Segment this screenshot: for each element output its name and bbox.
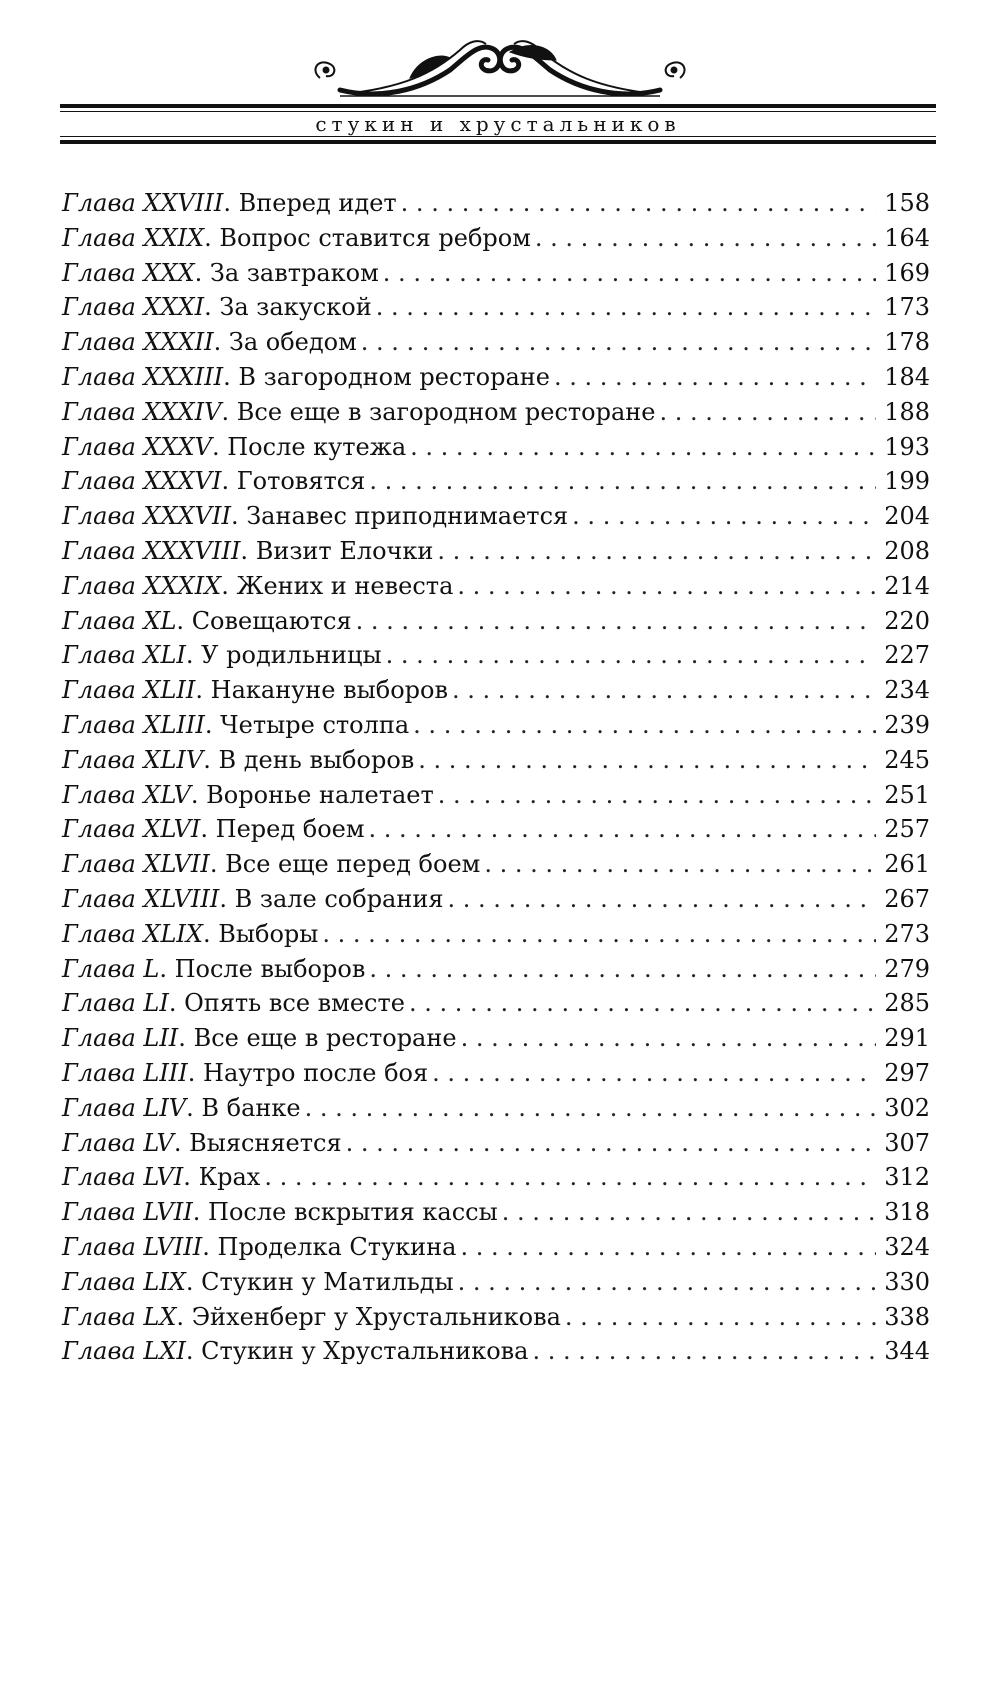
chapter-separator: . — [221, 467, 237, 496]
page-number: 338 — [884, 1302, 930, 1331]
chapter-title: После выборов — [174, 954, 366, 983]
chapter-separator: . — [240, 536, 256, 565]
dot-leader — [383, 256, 876, 291]
dot-leader — [418, 743, 876, 778]
chapter-separator: . — [186, 1093, 202, 1122]
chapter-number: Глава XLIII — [62, 710, 205, 739]
dot-leader — [410, 430, 876, 465]
toc-entry — [62, 812, 930, 847]
toc-entry — [62, 604, 930, 639]
chapter-title: После кутежа — [227, 432, 407, 461]
page-number: 273 — [884, 919, 930, 948]
page-number: 214 — [884, 571, 930, 600]
chapter-title: Воронье налетает — [206, 780, 434, 809]
page-number: 257 — [884, 815, 930, 844]
toc-entry — [62, 1230, 930, 1265]
header-rule-thin — [60, 136, 936, 137]
decorative-ornament-icon — [300, 30, 700, 110]
chapter-number: Глава LX — [62, 1302, 177, 1331]
page-number: 344 — [884, 1337, 930, 1366]
toc-entry — [62, 464, 930, 499]
toc-entry — [62, 1195, 930, 1230]
page-number: 204 — [884, 502, 930, 531]
chapter-separator: . — [223, 362, 239, 391]
chapter-number: Глава LVI — [62, 1163, 184, 1192]
chapter-separator: . — [200, 815, 216, 844]
dot-leader — [369, 812, 876, 847]
chapter-separator: . — [159, 954, 175, 983]
dot-leader — [437, 534, 876, 569]
dot-leader — [532, 1334, 876, 1369]
dot-leader — [356, 604, 876, 639]
header-rule-thick — [60, 140, 936, 144]
chapter-separator: . — [168, 989, 185, 1018]
page-number: 307 — [884, 1128, 930, 1157]
chapter-separator: . — [187, 1058, 204, 1087]
toc-entry — [62, 499, 930, 534]
chapter-number: Глава XLI — [62, 641, 186, 670]
toc-entry — [62, 290, 930, 325]
toc-entry — [62, 986, 930, 1021]
chapter-title: Четыре столпа — [220, 710, 410, 739]
chapter-number: Глава XXXI — [62, 293, 205, 322]
dot-leader — [369, 464, 876, 499]
chapter-title: В загородном ресторане — [238, 362, 550, 391]
chapter-separator: . — [195, 676, 211, 705]
chapter-separator: . — [183, 1163, 199, 1192]
dot-leader — [484, 847, 876, 882]
dot-leader — [264, 1160, 876, 1195]
chapter-number: Глава XXVIII — [62, 189, 224, 217]
chapter-title: Наутро после боя — [203, 1058, 429, 1087]
chapter-separator: . — [230, 502, 247, 531]
dot-leader — [554, 360, 876, 395]
chapter-title: Все еще перед боем — [225, 850, 481, 879]
toc-entry — [62, 673, 930, 708]
toc-entry — [62, 847, 930, 882]
toc-entry — [62, 743, 930, 778]
chapter-separator: . — [178, 1024, 194, 1053]
toc-entry — [62, 708, 930, 743]
toc-entry — [62, 1021, 930, 1056]
page-number: 158 — [884, 189, 930, 217]
chapter-title: Визит Елочки — [255, 536, 434, 565]
dot-leader — [376, 290, 876, 325]
dot-leader — [448, 882, 877, 917]
chapter-number: Глава LVII — [62, 1198, 193, 1227]
chapter-separator: . — [203, 745, 219, 774]
page-number: 291 — [884, 1024, 930, 1053]
chapter-separator: . — [202, 1232, 218, 1261]
chapter-number: Глава XXX — [62, 258, 195, 287]
page-number: 251 — [884, 780, 930, 809]
page-number: 227 — [884, 641, 930, 670]
chapter-separator: . — [211, 432, 228, 461]
toc-entry — [62, 1334, 930, 1369]
chapter-number: Глава XXXVI — [62, 467, 222, 496]
dot-leader — [386, 638, 876, 673]
chapter-title: Все еще в ресторане — [193, 1024, 457, 1053]
chapter-number: Глава XLIX — [62, 919, 203, 948]
chapter-title: После вскрытия кассы — [208, 1198, 498, 1227]
chapter-title: В зале собрания — [234, 884, 444, 913]
running-head: стукин и хрустальников — [315, 112, 681, 136]
page-number: 245 — [884, 745, 930, 774]
page-number: 297 — [884, 1058, 930, 1087]
dot-leader — [369, 952, 876, 987]
chapter-title: Перед боем — [215, 815, 365, 844]
toc-entry — [62, 1265, 930, 1300]
chapter-separator: . — [202, 919, 219, 948]
chapter-number: Глава XXXIX — [62, 571, 222, 600]
toc-entry — [62, 186, 930, 221]
chapter-separator: . — [209, 850, 226, 879]
chapter-number: Глава XLIV — [62, 745, 204, 774]
page-number: 318 — [884, 1198, 930, 1227]
chapter-number: Глава XXXV — [62, 432, 212, 461]
page-number: 164 — [884, 223, 930, 252]
toc-entry — [62, 569, 930, 604]
chapter-separator: . — [204, 223, 220, 252]
chapter-title: В день выборов — [218, 745, 415, 774]
chapter-separator: . — [173, 1128, 190, 1157]
chapter-separator: . — [176, 606, 192, 635]
chapter-title: Опять все вместе — [184, 989, 405, 1018]
dot-leader — [432, 1056, 876, 1091]
toc-entry — [62, 778, 930, 813]
chapter-number: Глава XXXVIII — [62, 536, 241, 565]
chapter-number: Глава L — [62, 954, 160, 983]
toc-entry — [62, 256, 930, 291]
chapter-number: Глава XL — [62, 606, 177, 635]
page-number: 193 — [884, 432, 930, 461]
toc-entry — [62, 638, 930, 673]
toc-entry — [62, 952, 930, 987]
dot-leader — [346, 1126, 876, 1161]
chapter-number: Глава XXXIV — [62, 397, 222, 426]
dot-leader — [361, 325, 876, 360]
chapter-number: Глава XLVII — [62, 850, 210, 879]
chapter-separator: . — [176, 1302, 192, 1331]
chapter-title: Стукин у Матильды — [201, 1267, 454, 1296]
dot-leader — [413, 708, 876, 743]
chapter-title: Накануне выборов — [210, 676, 448, 705]
chapter-separator: . — [221, 571, 237, 600]
toc-entry — [62, 1056, 930, 1091]
chapter-number: Глава LXI — [62, 1337, 186, 1366]
chapter-title: Готовятся — [236, 467, 366, 496]
page-number: 169 — [884, 258, 930, 287]
dot-leader — [502, 1195, 876, 1230]
chapter-title: В банке — [201, 1093, 301, 1122]
chapter-separator: . — [190, 780, 207, 809]
toc-entry — [62, 917, 930, 952]
dot-leader — [305, 1091, 876, 1126]
dot-leader — [438, 778, 876, 813]
chapter-number: Глава XXXII — [62, 328, 214, 357]
chapter-title: Совещаются — [191, 606, 352, 635]
page-number: 261 — [884, 850, 930, 879]
header-rule-thick — [60, 104, 936, 108]
dot-leader — [452, 673, 876, 708]
chapter-separator: . — [223, 189, 239, 217]
chapter-title: Занавес приподнимается — [246, 502, 569, 531]
chapter-title: Вперед идет — [238, 189, 397, 217]
page-number: 208 — [884, 536, 930, 565]
page-number: 330 — [884, 1267, 930, 1296]
page-number: 285 — [884, 989, 930, 1018]
page-number: 279 — [884, 954, 930, 983]
dot-leader — [572, 499, 876, 534]
toc-entry — [62, 430, 930, 465]
chapter-number: Глава LII — [62, 1024, 179, 1053]
toc-entry — [62, 534, 930, 569]
page-number: 239 — [884, 710, 930, 739]
chapter-title: Все еще в загородном ресторане — [236, 397, 656, 426]
chapter-separator: . — [204, 710, 221, 739]
chapter-separator: . — [194, 258, 210, 287]
chapter-number: Глава LIV — [62, 1093, 187, 1122]
dot-leader — [565, 1300, 876, 1335]
page-number: 188 — [884, 397, 930, 426]
chapter-title: За обедом — [228, 328, 357, 357]
chapter-separator: . — [204, 293, 220, 322]
toc-entry — [62, 882, 930, 917]
dot-leader — [401, 186, 876, 221]
chapter-number: Глава LIII — [62, 1058, 188, 1087]
page-number: 178 — [884, 328, 930, 357]
chapter-number: Глава LI — [62, 989, 169, 1018]
chapter-number: Глава XXXVII — [62, 502, 231, 531]
page-number: 173 — [884, 293, 930, 322]
dot-leader — [457, 569, 876, 604]
dot-leader — [458, 1265, 876, 1300]
chapter-number: Глава XLII — [62, 676, 196, 705]
chapter-separator: . — [192, 1198, 209, 1227]
page-number: 220 — [884, 606, 930, 635]
chapter-number: Глава XXIX — [62, 223, 205, 252]
table-of-contents — [62, 186, 930, 1369]
toc-entry — [62, 325, 930, 360]
chapter-title: У родильницы — [201, 641, 382, 670]
chapter-title: Выборы — [218, 919, 319, 948]
chapter-separator: . — [185, 641, 202, 670]
page-number: 199 — [884, 467, 930, 496]
toc-entry — [62, 1126, 930, 1161]
page-number: 312 — [884, 1163, 930, 1192]
chapter-title: За закуской — [219, 293, 372, 322]
chapter-title: Проделка Стукина — [217, 1232, 457, 1261]
chapter-separator: . — [185, 1337, 202, 1366]
toc-entry — [62, 395, 930, 430]
chapter-title: Эйхенберг у Хрустальникова — [191, 1302, 561, 1331]
chapter-title: Вопрос ставится ребром — [219, 223, 531, 252]
page-number: 267 — [884, 884, 930, 913]
chapter-title: Стукин у Хрустальникова — [201, 1337, 529, 1366]
dot-leader — [461, 1021, 876, 1056]
dot-leader — [535, 221, 876, 256]
toc-entry — [62, 221, 930, 256]
toc-entry — [62, 360, 930, 395]
dot-leader — [660, 395, 877, 430]
chapter-number: Глава XLVI — [62, 815, 201, 844]
chapter-separator: . — [185, 1267, 202, 1296]
chapter-title: Выясняется — [189, 1128, 342, 1157]
page-number: 302 — [884, 1093, 930, 1122]
chapter-title: Крах — [198, 1163, 261, 1192]
chapter-number: Глава XXXIII — [62, 362, 224, 391]
page-number: 234 — [884, 676, 930, 705]
toc-entry — [62, 1160, 930, 1195]
chapter-title: За завтраком — [209, 258, 379, 287]
toc-entry — [62, 1300, 930, 1335]
chapter-number: Глава LVIII — [62, 1232, 203, 1261]
chapter-number: Глава XLVIII — [62, 884, 220, 913]
chapter-number: Глава LIX — [62, 1267, 186, 1296]
dot-leader — [460, 1230, 876, 1265]
dot-leader — [409, 986, 876, 1021]
chapter-number: Глава XLV — [62, 780, 191, 809]
chapter-separator: . — [219, 884, 235, 913]
page-number: 184 — [884, 362, 930, 391]
chapter-title: Жених и невеста — [236, 571, 454, 600]
chapter-separator: . — [213, 328, 229, 357]
chapter-separator: . — [221, 397, 237, 426]
page-number: 324 — [884, 1232, 930, 1261]
dot-leader — [322, 917, 876, 952]
toc-entry — [62, 1091, 930, 1126]
chapter-number: Глава LV — [62, 1128, 174, 1157]
